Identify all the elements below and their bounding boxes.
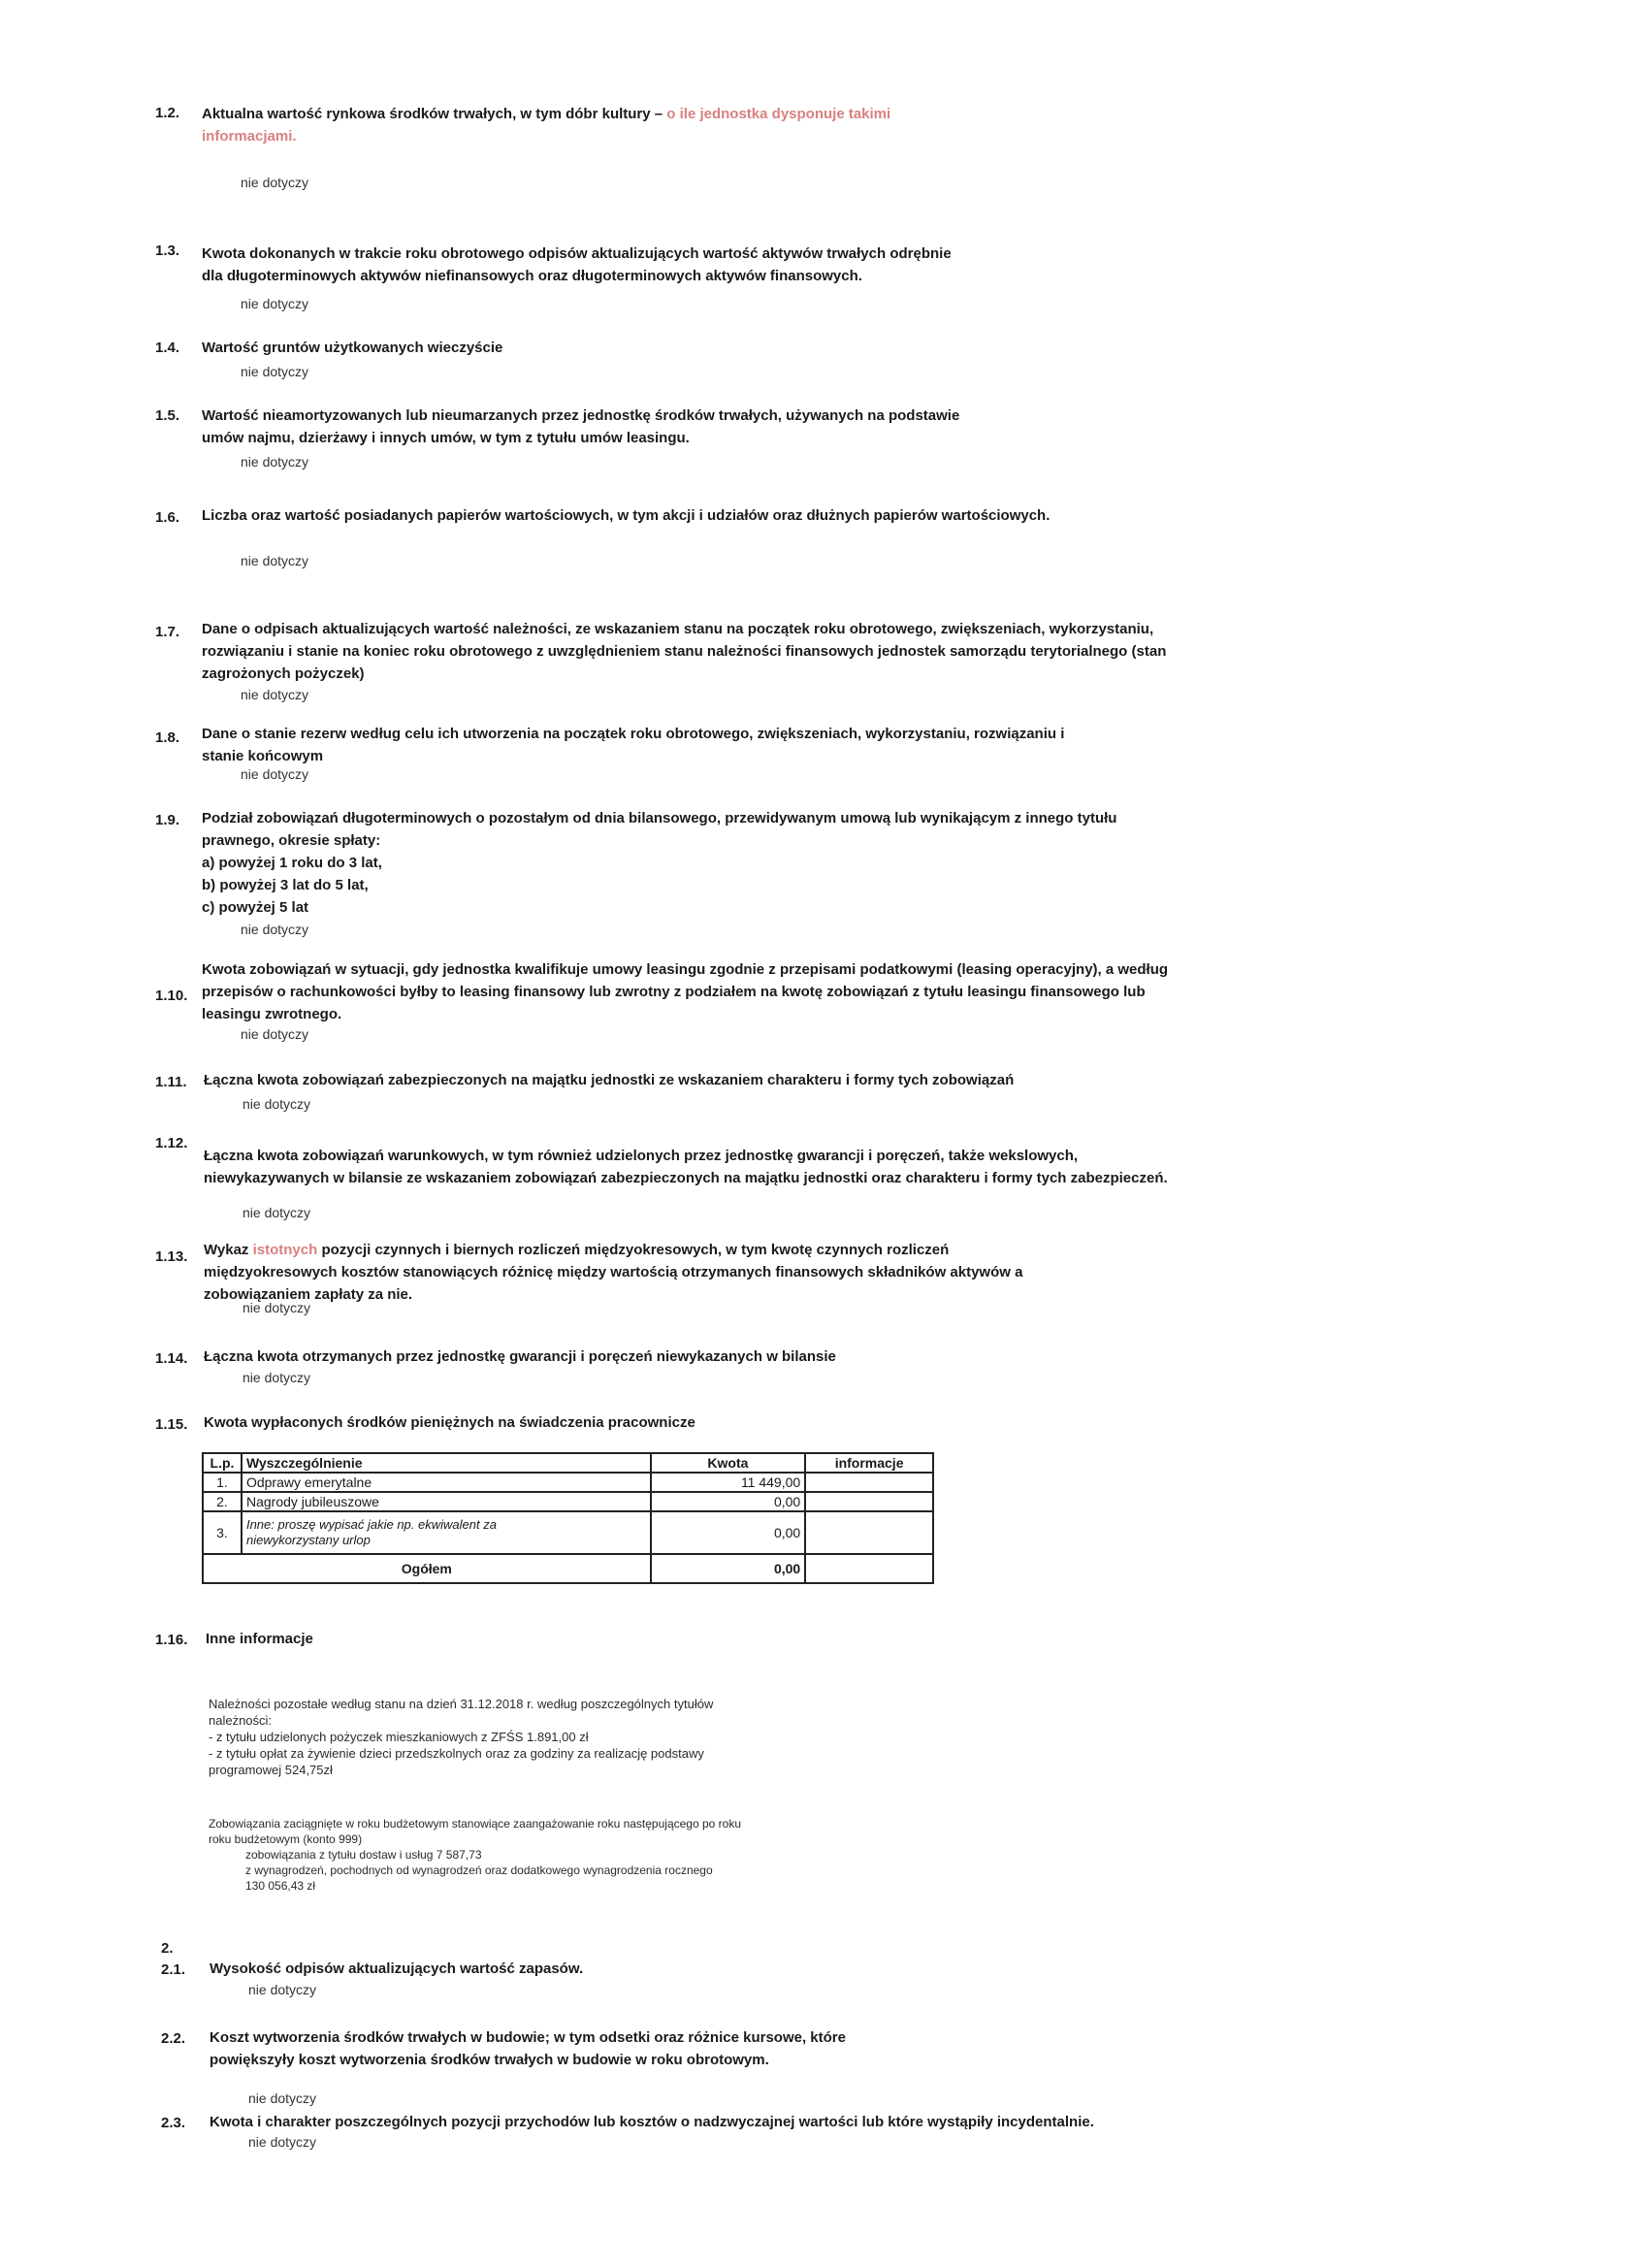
section-number: 2.2. [161,2030,186,2047]
title-line: powiększyły koszt wytworzenia środków trwałych w budowie w roku obrotowym. [210,2052,769,2068]
not-applicable-text: nie dotyczy [241,553,309,568]
section-title [202,807,1116,919]
paragraph-line: programowej 524,75zł [209,1763,333,1777]
paragraph-line: 130 056,43 zł [245,1879,316,1893]
section-title [202,618,1166,685]
column-header: Kwota [651,1453,806,1473]
section-number: 1.13. [155,1248,188,1265]
benefits-table [202,1452,934,1584]
column-header: Wyszczególnienie [242,1453,651,1473]
not-applicable-text: nie dotyczy [241,687,309,702]
receivables-paragraph [209,1696,926,1778]
section-title [202,405,959,449]
total-amount: 0,00 [651,1554,806,1583]
liabilities-paragraph [209,1816,926,1894]
not-applicable-text: nie dotyczy [242,1205,311,1220]
paragraph-line: z wynagrodzeń, pochodnych od wynagrodzeń oraz dodatkowego wynagrodzenia rocznego [245,1863,713,1877]
title-line: Łączna kwota zobowiązań warunkowych, w tym również udzielonych przez jednostkę gwarancji i poręczeń, także wekslowych, [204,1148,1079,1164]
section-title [204,1239,1022,1306]
section-number: 1.2. [155,105,180,121]
table-row [203,1473,933,1492]
column-header: L.p. [203,1453,242,1473]
section-title: Wartość gruntów użytkowanych wieczyście [202,340,503,356]
not-applicable-text: nie dotyczy [242,1096,311,1112]
section-number: 1.4. [155,340,180,356]
section-number: 1.8. [155,729,180,746]
row-name-line: Inne: proszę wypisać jakie np. ekwiwalent za [245,1517,497,1532]
row-amount: 0,00 [651,1492,806,1511]
section-number: 1.7. [155,624,180,640]
row-info [805,1473,933,1492]
title-line: Wartość nieamortyzowanych lub nieumarzanych przez jednostkę środków trwałych, używanych na podstawie [202,407,960,424]
list-item: a) powyżej 1 roku do 3 lat, [202,855,382,871]
title-line: Kwota zobowiązań w sytuacji, gdy jednostka kwalifikuje umowy leasingu zgodnie z przepisami podatkowymi (leasing operacyjny), a według [202,961,1169,978]
highlight-word: istotnych [252,1242,318,1258]
table-row [203,1492,933,1511]
section-number: 1.11. [155,1074,187,1090]
paragraph-line: zobowiązania z tytułu dostaw i usług 7 587,73 [245,1848,482,1862]
row-amount: 0,00 [651,1511,806,1554]
title-text: Wykaz [204,1242,249,1258]
paragraph-line: - z tytułu opłat za żywienie dzieci przedszkolnych oraz za godziny za realizację podstawy [209,1746,704,1761]
section-title [210,2026,846,2071]
not-applicable-text: nie dotyczy [241,454,309,470]
not-applicable-text: nie dotyczy [248,2090,317,2106]
not-applicable-text: nie dotyczy [241,296,309,311]
title-line: stanie końcowym [202,748,324,764]
not-applicable-text: nie dotyczy [241,766,309,782]
paragraph-line: należności: [209,1713,273,1728]
section-title [202,958,1168,1025]
title-line: niewykazywanych w bilansie ze wskazaniem zobowiązań zabezpieczonych na majątku jednostki oraz charakteru i formy tych zabezpieczeń. [204,1170,1168,1186]
not-applicable-text: nie dotyczy [248,2134,317,2150]
title-line: prawnego, okresie spłaty: [202,832,381,849]
table-row [203,1511,933,1554]
row-info [805,1492,933,1511]
section-number: 2.1. [161,1961,186,1978]
section-number: 1.9. [155,812,180,828]
title-line: rozwiązaniu i stanie na koniec roku obrotowego z uwzględnieniem stanu należności finansowych jednostek samorządu terytorialnego (stan [202,643,1167,660]
section-title: Łączna kwota otrzymanych przez jednostkę gwarancji i poręczeń niewykazanych w bilansie [204,1348,836,1365]
section-number: 1.12. [155,1135,188,1151]
title-line: Dane o stanie rezerw według celu ich utworzenia na początek roku obrotowego, zwiększeniach, wykorzystaniu, rozwiązaniu i [202,726,1065,742]
total-label: Ogółem [203,1554,651,1583]
not-applicable-text: nie dotyczy [242,1370,311,1385]
title-line: leasingu zwrotnego. [202,1006,342,1022]
title-line: Koszt wytworzenia środków trwałych w budowie; w tym odsetki oraz różnice kursowe, które [210,2029,846,2046]
section-title: Łączna kwota zobowiązań zabezpieczonych na majątku jednostki ze wskazaniem charakteru i formy tych zobowiązań [204,1072,1015,1088]
highlight-note-cont: informacjami. [202,128,297,145]
paragraph-line: - z tytułu udzielonych pożyczek mieszkaniowych z ZFŚS 1.891,00 zł [209,1730,589,1744]
row-lp: 2. [203,1492,242,1511]
row-info [805,1511,933,1554]
title-line: zobowiązaniem zapłaty za nie. [204,1286,413,1303]
section-title [202,103,890,147]
paragraph-line: roku budżetowym (konto 999) [209,1832,363,1846]
row-name: Nagrody jubileuszowe [242,1492,651,1511]
paragraph-line: Zobowiązania zaciągnięte w roku budżetowym stanowiące zaangażowanie roku następującego po roku [209,1817,741,1831]
section-title: Inne informacje [206,1631,313,1647]
row-amount: 11 449,00 [651,1473,806,1492]
list-item: b) powyżej 3 lat do 5 lat, [202,877,369,893]
section-title: Kwota wypłaconych środków pieniężnych na świadczenia pracownicze [204,1414,695,1431]
section-number: 2.3. [161,2115,186,2131]
table-header-row [203,1453,933,1473]
section-number: 1.16. [155,1632,188,1648]
row-name [242,1511,651,1554]
not-applicable-text: nie dotyczy [241,364,309,379]
section-title: Kwota i charakter poszczególnych pozycji przychodów lub kosztów o nadzwyczajnej wartości lub które wystąpiły incydentalnie. [210,2114,1094,2130]
paragraph-line: Należności pozostałe według stanu na dzień 31.12.2018 r. według poszczególnych tytułów [209,1697,714,1711]
row-name-line: niewykorzystany urlop [245,1533,371,1547]
section-title [204,1145,1168,1189]
title-text: pozycji czynnych i biernych rozliczeń międzyokresowych, w tym kwotę czynnych rozliczeń [321,1242,950,1258]
section-title-text: Aktualna wartość rynkowa środków trwałych, w tym dóbr kultury – [202,106,663,122]
title-line: Podział zobowiązań długoterminowych o pozostałym od dnia bilansowego, przewidywanym umową lub wynikającym z innego tytułu [202,810,1117,826]
title-line: zagrożonych pożyczek) [202,665,365,682]
section-number: 1.3. [155,243,180,259]
title-line: umów najmu, dzierżawy i innych umów, w tym z tytułu umów leasingu. [202,430,690,446]
title-line: przepisów o rachunkowości byłby to leasing finansowy lub zwrotny z podziałem na kwotę zobowiązań z tytułu leasingu finansowego lub [202,984,1146,1000]
row-lp: 3. [203,1511,242,1554]
title-line: międzyokresowych kosztów stanowiących różnicę między wartością otrzymanych finansowych składników aktywów a [204,1264,1023,1280]
section-number: 1.10. [155,988,188,1004]
title-line: Kwota dokonanych w trakcie roku obrotowego odpisów aktualizujących wartość aktywów trwałych odrębnie [202,245,952,262]
section-title: Wysokość odpisów aktualizujących wartość zapasów. [210,1960,584,1977]
not-applicable-text: nie dotyczy [241,175,309,190]
table-total-row [203,1554,933,1583]
total-info [805,1554,933,1583]
section-number: 2. [161,1940,174,1957]
title-line: Dane o odpisach aktualizujących wartość należności, ze wskazaniem stanu na początek roku obrotowego, zwiększeniach, wykorzystaniu, [202,621,1154,637]
list-item: c) powyżej 5 lat [202,899,309,916]
not-applicable-text: nie dotyczy [241,1026,309,1042]
section-title [202,723,1064,767]
section-number: 1.14. [155,1350,188,1367]
not-applicable-text: nie dotyczy [241,922,309,937]
row-lp: 1. [203,1473,242,1492]
section-title [202,243,952,287]
not-applicable-text: nie dotyczy [248,1982,317,1997]
row-name: Odprawy emerytalne [242,1473,651,1492]
title-line: dla długoterminowych aktywów niefinansowych oraz długoterminowych aktywów finansowych. [202,268,862,284]
not-applicable-text: nie dotyczy [242,1300,311,1315]
column-header: informacje [805,1453,933,1473]
section-number: 1.6. [155,509,180,526]
section-title: Liczba oraz wartość posiadanych papierów wartościowych, w tym akcji i udziałów oraz dłużnych papierów wartościowych. [202,507,1051,524]
section-number: 1.15. [155,1416,188,1433]
section-number: 1.5. [155,407,180,424]
highlight-note: o ile jednostka dysponuje takimi [666,106,891,122]
